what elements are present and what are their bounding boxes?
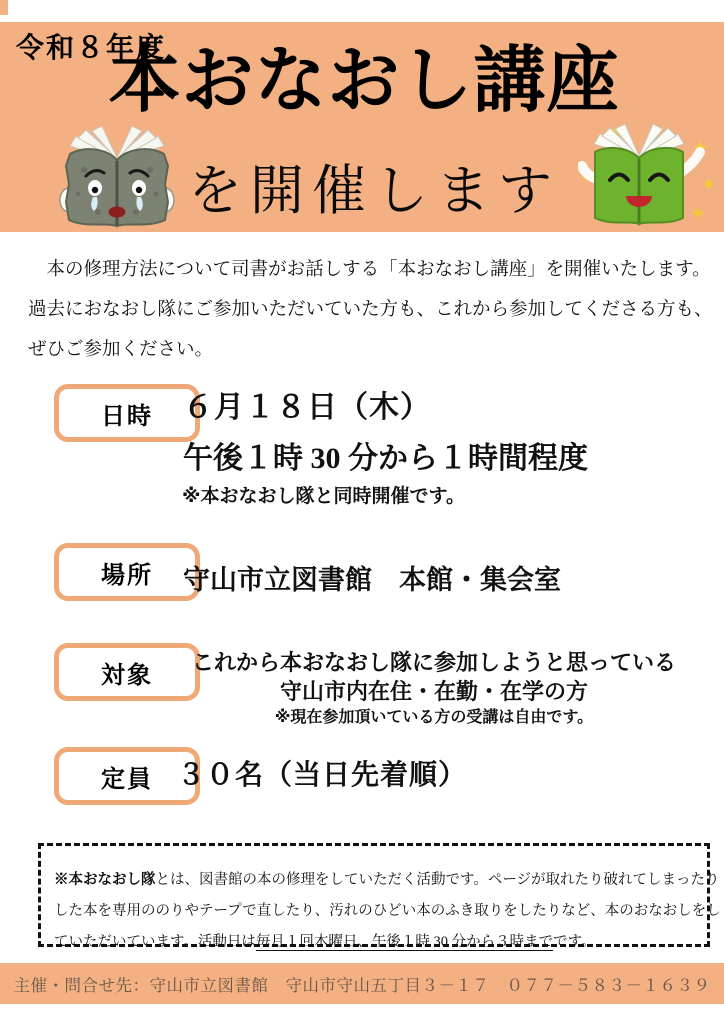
- notice-line3-suffix: です。: [553, 934, 596, 950]
- subtitle-text: を開催します: [188, 161, 560, 221]
- crying-book-icon: [56, 124, 178, 232]
- print-corner-mark: [0, 0, 8, 15]
- footer-contact-text: 主催・問合せ先：守山市立図書館 守山市守山五丁目３－１７ ０７７－５８３－１６３９: [13, 976, 711, 995]
- notice-line1-rest: とは、図書館の本の修理をしていただく活動です。ページが取れたり破れてしまったり: [155, 872, 720, 888]
- place-value: 守山市立図書館 本館・集会室: [183, 565, 561, 595]
- intro-line: 本の修理方法について司書がお話しする「本おなおし講座」を開催いたします。: [28, 260, 711, 280]
- notice-line3-prefix: ていただいています。活動日は: [54, 934, 256, 950]
- notice-box: [38, 843, 721, 950]
- target-line: これから本おなおし隊に参加しようと思っている: [191, 650, 676, 675]
- target-line: 守山市内在住・在勤・在学の方: [279, 679, 588, 704]
- happy-book-icon: [578, 118, 718, 232]
- page-title: 本おなおし講座: [108, 41, 620, 121]
- notice-bold-lead: ※本おなおし隊: [54, 872, 156, 888]
- datetime-date: ６月１８日（木）: [183, 391, 431, 424]
- datetime-time: 午後１時 30 分から１時間程度: [183, 442, 588, 475]
- fiscal-year-label: 令和８年度: [16, 32, 167, 63]
- target-label: 対象: [101, 661, 153, 689]
- datetime-label-box: [54, 384, 200, 442]
- place-label: 場所: [101, 561, 153, 589]
- notice-line: [54, 927, 695, 958]
- datetime-note: ※本おなおし隊と同時開催です。: [182, 486, 465, 507]
- footer-band: [0, 963, 724, 1004]
- header-band: [0, 22, 724, 232]
- capacity-value: ３０名（当日先着順）: [177, 760, 468, 791]
- place-label-box: [54, 543, 200, 601]
- intro-line: 過去におなおし隊にご参加いただいていた方も、これから参加してくださる方も、: [28, 300, 713, 320]
- notice-line: [54, 865, 720, 896]
- intro-line: ぜひご参加ください。: [28, 340, 214, 360]
- capacity-label: 定員: [101, 765, 153, 793]
- target-content: [160, 648, 708, 730]
- datetime-label: 日時: [101, 402, 153, 430]
- intro-paragraph: [28, 250, 713, 370]
- notice-underlined-schedule: 毎月１回木曜日、午後１時 30 分から３時まで: [255, 934, 554, 950]
- target-note: ※現在参加頂いている方の受講は自由です。: [274, 709, 594, 726]
- notice-line: した本を専用ののりやテープで直したり、汚れのひどい本のふき取りをしたりなど、本のおなおしをし: [54, 903, 721, 919]
